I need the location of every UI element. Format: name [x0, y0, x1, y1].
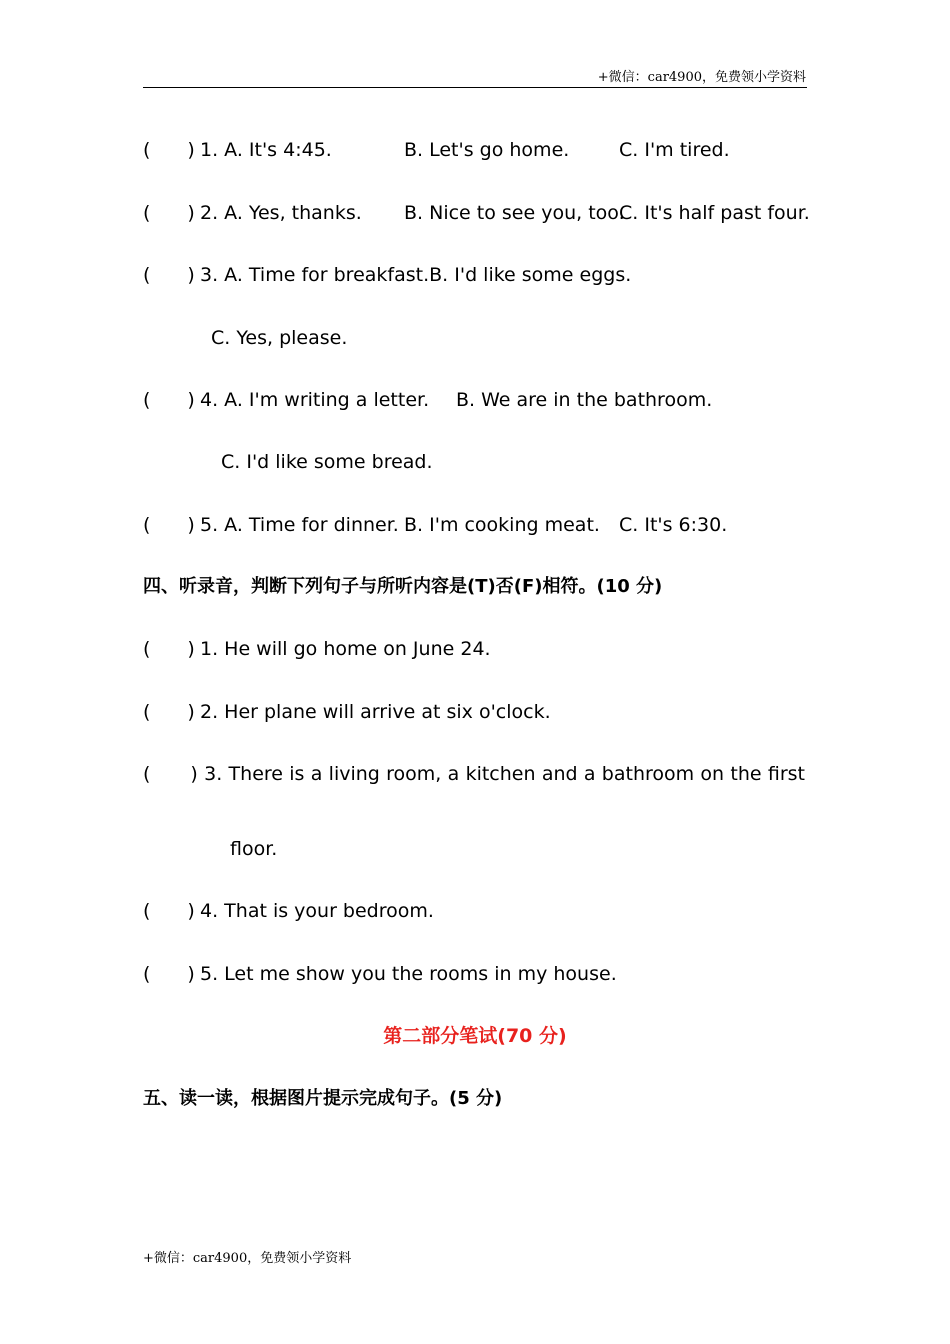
- answer-blank[interactable]: [143, 898, 200, 924]
- paren-close: ): [190, 763, 198, 785]
- answer-blank[interactable]: [143, 961, 200, 987]
- option-c: C. It's half past four.: [619, 202, 810, 224]
- paren-close: ): [187, 264, 195, 286]
- paren-open: (: [143, 638, 151, 660]
- paren-close: ): [187, 638, 195, 660]
- section-4-title: 四、听录音，判断下列句子与所听内容是(T)否(F)相符。(10 分): [143, 576, 663, 597]
- paren-open: (: [143, 701, 151, 723]
- option-b: B. We are in the bathroom.: [456, 389, 713, 411]
- statement-text: 4. That is your bedroom.: [200, 900, 434, 922]
- statement-text: 3. There is a living room, a kitchen and a bathroom on the first: [204, 763, 805, 785]
- answer-blank[interactable]: [143, 699, 200, 725]
- answer-blank[interactable]: [143, 512, 200, 538]
- option-a: 4. A. I'm writing a letter.: [200, 389, 430, 411]
- statement-row: [143, 961, 617, 987]
- paren-open: (: [143, 963, 151, 985]
- statement-row: [143, 898, 434, 924]
- paren-open: (: [143, 900, 151, 922]
- option-b: B. Let's go home.: [404, 139, 570, 161]
- statement-row: [143, 761, 805, 787]
- statement-row: [143, 699, 551, 725]
- answer-blank[interactable]: [143, 387, 200, 413]
- paren-open: (: [143, 264, 151, 286]
- statement-continuation: floor.: [230, 838, 278, 860]
- paren-close: ): [187, 389, 195, 411]
- option-c: C. I'm tired.: [619, 139, 730, 161]
- statement-text: 5. Let me show you the rooms in my house.: [200, 963, 617, 985]
- paren-close: ): [187, 202, 195, 224]
- header-divider: [143, 87, 807, 88]
- paren-open: (: [143, 514, 151, 536]
- option-c: C. Yes, please.: [211, 327, 348, 349]
- part-2-title: 第二部分笔试(70 分): [383, 1025, 567, 1047]
- option-a: 2. A. Yes, thanks.: [200, 202, 362, 224]
- paren-close: ): [187, 701, 195, 723]
- answer-blank[interactable]: [143, 137, 200, 163]
- option-a: 3. A. Time for breakfast.: [200, 264, 430, 286]
- statement-text: 2. Her plane will arrive at six o'clock.: [200, 701, 551, 723]
- question-row: [143, 200, 843, 226]
- paren-close: ): [187, 900, 195, 922]
- section-5-title: 五、读一读，根据图片提示完成句子。(5 分): [143, 1088, 503, 1109]
- option-b: B. I'd like some eggs.: [429, 264, 632, 286]
- paren-open: (: [143, 763, 151, 785]
- statement-row: [143, 636, 491, 662]
- answer-blank[interactable]: [143, 262, 200, 288]
- option-b: B. I'm cooking meat.: [404, 514, 600, 536]
- question-row: [143, 387, 843, 413]
- answer-blank[interactable]: [143, 636, 200, 662]
- paren-close: ): [187, 139, 195, 161]
- paren-open: (: [143, 389, 151, 411]
- option-a: 5. A. Time for dinner.: [200, 514, 399, 536]
- answer-blank[interactable]: [143, 763, 198, 785]
- statement-text: 1. He will go home on June 24.: [200, 638, 491, 660]
- footer-watermark: +微信：car4900，免费领小学资料: [143, 1251, 352, 1266]
- question-row: [143, 137, 843, 163]
- option-b: B. Nice to see you, too.: [404, 202, 625, 224]
- option-c: C. It's 6:30.: [619, 514, 728, 536]
- question-row: [143, 512, 843, 538]
- option-a: 1. A. It's 4:45.: [200, 139, 332, 161]
- paren-open: (: [143, 202, 151, 224]
- paren-open: (: [143, 139, 151, 161]
- paren-close: ): [187, 514, 195, 536]
- question-row: [143, 262, 631, 288]
- answer-blank[interactable]: [143, 200, 200, 226]
- header-watermark: +微信：car4900，免费领小学资料: [597, 70, 806, 85]
- option-c: C. I'd like some bread.: [221, 451, 433, 473]
- paren-close: ): [187, 963, 195, 985]
